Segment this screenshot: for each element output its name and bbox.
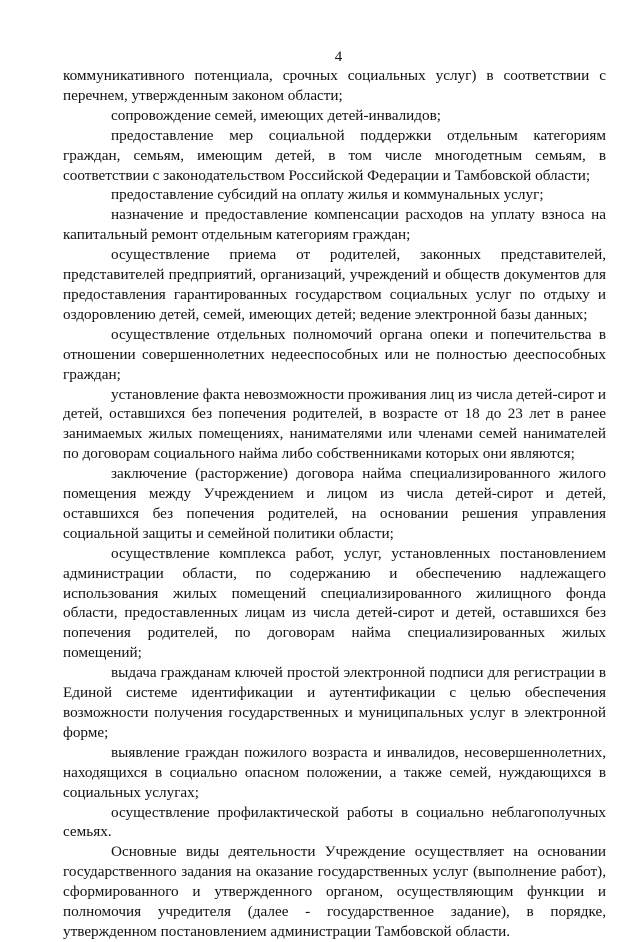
paragraph: Основные виды деятельности Учреждение осуществляет на основании государственного задания на оказание государственных услуг (выполнение работ), сформированного и утвержденного органом, осуществляющим функции и полномочия учредителя (далее - государственное задание), в порядке, утвержденном постановлением администрации Тамбовской области. [63,843,606,940]
paragraph: сопровождение семей, имеющих детей-инвалидов; [111,106,442,124]
paragraph: предоставление мер социальной поддержки отдельным категориям граждан, семьям, имеющим детей, в том числе многодетным семьям, в соответствии с законодательством Российской Федерации и Тамбовской области; [63,126,606,184]
document-body [63,66,606,942]
paragraph: назначение и предоставление компенсации расходов на уплату взноса на капитальный ремонт отдельным категориям граждан; [63,206,606,244]
paragraph: осуществление профилактической работы в социально неблагополучных семьях. [63,803,606,841]
paragraph: предоставление субсидий на оплату жилья и коммунальных услуг; [111,186,544,204]
paragraph: осуществление комплекса работ, услуг, установленных постановлением администрации области, по содержанию и обеспечению надлежащего использования жилых помещений специализированного жилищного фонда области, предоставленных лицам из числа детей-сирот и детей, оставшихся без попечения родителей, по договорам найма специализированных жилых помещений; [63,544,606,662]
paragraph: осуществление приема от родителей, законных представителей, представителей предприятий, организаций, учреждений и обществ документов для предоставления гарантированных государством социальных услуг по отдыху и оздоровлению детей, семей, имеющих детей; ведение электронной базы данных; [63,246,606,323]
paragraph: осуществление отдельных полномочий органа опеки и попечительства в отношении совершеннолетних недееспособных или не полностью дееспособных граждан; [63,325,606,383]
paragraph: заключение (расторжение) договора найма специализированного жилого помещения между Учреждением и лицом из числа детей-сирот и детей, оставшихся без попечения родителей, на основании решения управления социальной защиты и семейной политики области; [63,465,606,542]
paragraph: выявление граждан пожилого возраста и инвалидов, несовершеннолетних, находящихся в социально опасном положении, а также семей, нуждающихся в социальных услугах; [63,743,606,801]
paragraph: установление факта невозможности проживания лиц из числа детей-сирот и детей, оставшихся без попечения родителей, в возрасте от 18 до 23 лет в ранее занимаемых жилых помещениях, нанимателями или членами семей нанимателей по договорам социального найма либо собственниками которых они являются; [63,385,606,463]
paragraph: выдача гражданам ключей простой электронной подписи для регистрации в Единой системе идентификации и аутентификации с целью обеспечения возможности получения государственных и муниципальных услуг в электронной форме; [63,664,606,741]
page-number: 4 [334,49,343,65]
paragraph-continuation: коммуникативного потенциала, срочных социальных услуг) в соответствии с перечнем, утвержденным законом области; [63,67,606,104]
